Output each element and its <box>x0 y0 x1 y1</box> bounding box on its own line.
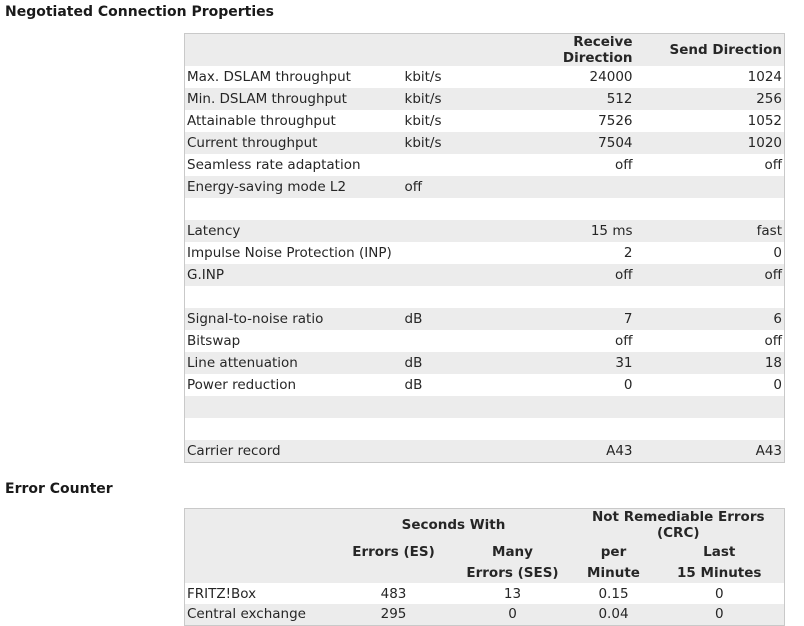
row-receive-value: off <box>614 333 633 349</box>
error-header-empty-2 <box>185 541 335 562</box>
row-unit: dB <box>404 377 423 393</box>
row-receive-value: 7 <box>623 311 633 327</box>
row-receive-value <box>523 286 635 308</box>
table-row <box>185 132 785 154</box>
table-header-row <box>185 34 785 67</box>
row-unit <box>403 154 523 176</box>
row-ses-value: 0 <box>508 606 517 623</box>
table-row <box>185 264 785 286</box>
row-label: Seamless rate adaptation <box>187 157 361 173</box>
row-receive-value: 24000 <box>589 69 633 85</box>
table-row <box>185 220 785 242</box>
table-row <box>185 418 785 440</box>
header-per-line2: Minute <box>587 564 640 581</box>
row-send-value <box>635 396 785 418</box>
row-last15-value: 0 <box>714 606 724 623</box>
row-unit <box>403 264 523 286</box>
row-send-value: 0 <box>773 377 782 393</box>
table-row <box>185 110 785 132</box>
row-send-value: 1020 <box>747 135 782 151</box>
row-label: Attainable throughput <box>187 113 336 129</box>
row-send-value: 0 <box>773 245 782 261</box>
row-receive-value: 31 <box>615 355 633 371</box>
row-label: Energy-saving mode L2 <box>187 179 347 195</box>
row-send-value: 256 <box>756 91 782 107</box>
section-title-error-counter: Error Counter <box>5 481 113 497</box>
row-receive-value: 15 ms <box>590 223 633 239</box>
row-unit: kbit/s <box>404 91 442 107</box>
table-row <box>185 308 785 330</box>
row-unit: off <box>404 179 423 195</box>
row-unit: kbit/s <box>404 135 442 151</box>
row-label: Line attenuation <box>187 355 298 371</box>
row-send-value <box>635 198 785 220</box>
row-receive-value: off <box>614 157 633 173</box>
error-header-empty-3 <box>185 562 335 583</box>
header-errors-es: Errors (ES) <box>352 543 435 560</box>
row-label <box>185 396 403 418</box>
row-unit <box>403 418 523 440</box>
header-ses-line2: Errors (SES) <box>466 564 559 581</box>
error-header-row-2 <box>185 541 785 562</box>
row-label: Central exchange <box>187 606 306 623</box>
table-row <box>185 374 785 396</box>
header-unit-empty <box>403 34 523 67</box>
row-send-value: 1052 <box>747 113 782 129</box>
row-send-value: 6 <box>773 311 782 327</box>
row-send-value: 18 <box>764 355 782 371</box>
row-receive-value: 512 <box>606 91 633 107</box>
error-counter-table <box>184 508 785 626</box>
row-per-minute-value: 0.15 <box>598 585 629 602</box>
table-row <box>185 286 785 308</box>
row-last15-value: 0 <box>714 585 724 602</box>
row-unit <box>403 286 523 308</box>
row-label: FRITZ!Box <box>187 585 257 602</box>
row-send-value <box>635 286 785 308</box>
row-label: G.INP <box>187 267 224 283</box>
row-label: Power reduction <box>187 377 297 393</box>
row-send-value: off <box>764 267 782 283</box>
header-receive-direction: Receive Direction <box>562 34 633 66</box>
row-unit: dB <box>404 311 423 327</box>
error-header-empty-4 <box>335 562 453 583</box>
row-label: Impulse Noise Protection (INP) <box>187 245 392 261</box>
row-label <box>185 286 403 308</box>
row-send-value <box>635 176 785 198</box>
row-unit <box>403 330 523 352</box>
table-row <box>185 176 785 198</box>
table-row <box>185 242 785 264</box>
row-receive-value: A43 <box>606 442 633 459</box>
row-receive-value <box>523 396 635 418</box>
row-receive-value: 7526 <box>598 113 633 129</box>
row-unit <box>403 220 523 242</box>
table-row <box>185 396 785 418</box>
row-label <box>185 418 403 440</box>
row-send-value: fast <box>756 223 782 239</box>
section-title-connection-properties: Negotiated Connection Properties <box>5 4 274 20</box>
row-send-value <box>635 418 785 440</box>
row-unit <box>403 440 523 462</box>
error-header-empty <box>185 509 335 542</box>
row-unit <box>403 396 523 418</box>
header-ses-line1: Many <box>492 543 533 560</box>
row-es-value: 483 <box>380 585 407 602</box>
row-receive-value: 0 <box>623 377 633 393</box>
error-header-group-row <box>185 509 785 542</box>
table-row <box>185 330 785 352</box>
header-last-line2: 15 Minutes <box>677 564 762 581</box>
table-row <box>185 198 785 220</box>
table-row <box>185 352 785 374</box>
row-send-value: 1024 <box>747 69 782 85</box>
row-label: Bitswap <box>187 333 241 349</box>
row-send-value: off <box>764 157 782 173</box>
table-row <box>185 66 785 88</box>
row-receive-value: off <box>614 267 633 283</box>
table-row <box>185 154 785 176</box>
table-row <box>185 440 785 462</box>
row-send-value: off <box>764 333 782 349</box>
row-label <box>185 198 403 220</box>
row-ses-value: 13 <box>503 585 522 602</box>
header-seconds-with: Seconds With <box>401 517 506 533</box>
row-receive-value <box>523 176 635 198</box>
row-label: Min. DSLAM throughput <box>187 91 347 107</box>
table-row <box>185 88 785 110</box>
header-crc-errors: Not Remediable Errors (CRC) <box>591 509 765 541</box>
row-label: Max. DSLAM throughput <box>187 69 351 85</box>
row-send-value: A43 <box>755 442 782 459</box>
row-receive-value: 7504 <box>598 135 633 151</box>
row-unit <box>403 242 523 264</box>
row-es-value: 295 <box>380 606 407 623</box>
connection-properties-table <box>184 33 785 463</box>
row-per-minute-value: 0.04 <box>598 606 629 623</box>
row-label: Signal-to-noise ratio <box>187 311 324 327</box>
table-row <box>185 604 785 625</box>
row-label: Current throughput <box>187 135 318 151</box>
row-label: Latency <box>187 223 241 239</box>
row-unit: kbit/s <box>404 69 442 85</box>
header-label-empty <box>185 34 403 67</box>
row-unit <box>403 198 523 220</box>
row-receive-value: 2 <box>623 245 633 261</box>
row-unit: kbit/s <box>404 113 442 129</box>
header-per-line1: per <box>600 543 627 560</box>
header-last-line1: Last <box>703 543 736 560</box>
table-row <box>185 583 785 604</box>
row-unit: dB <box>404 355 423 371</box>
row-receive-value <box>523 198 635 220</box>
row-label: Carrier record <box>187 442 281 459</box>
header-send-direction: Send Direction <box>669 42 782 58</box>
row-receive-value <box>523 418 635 440</box>
error-header-row-3 <box>185 562 785 583</box>
